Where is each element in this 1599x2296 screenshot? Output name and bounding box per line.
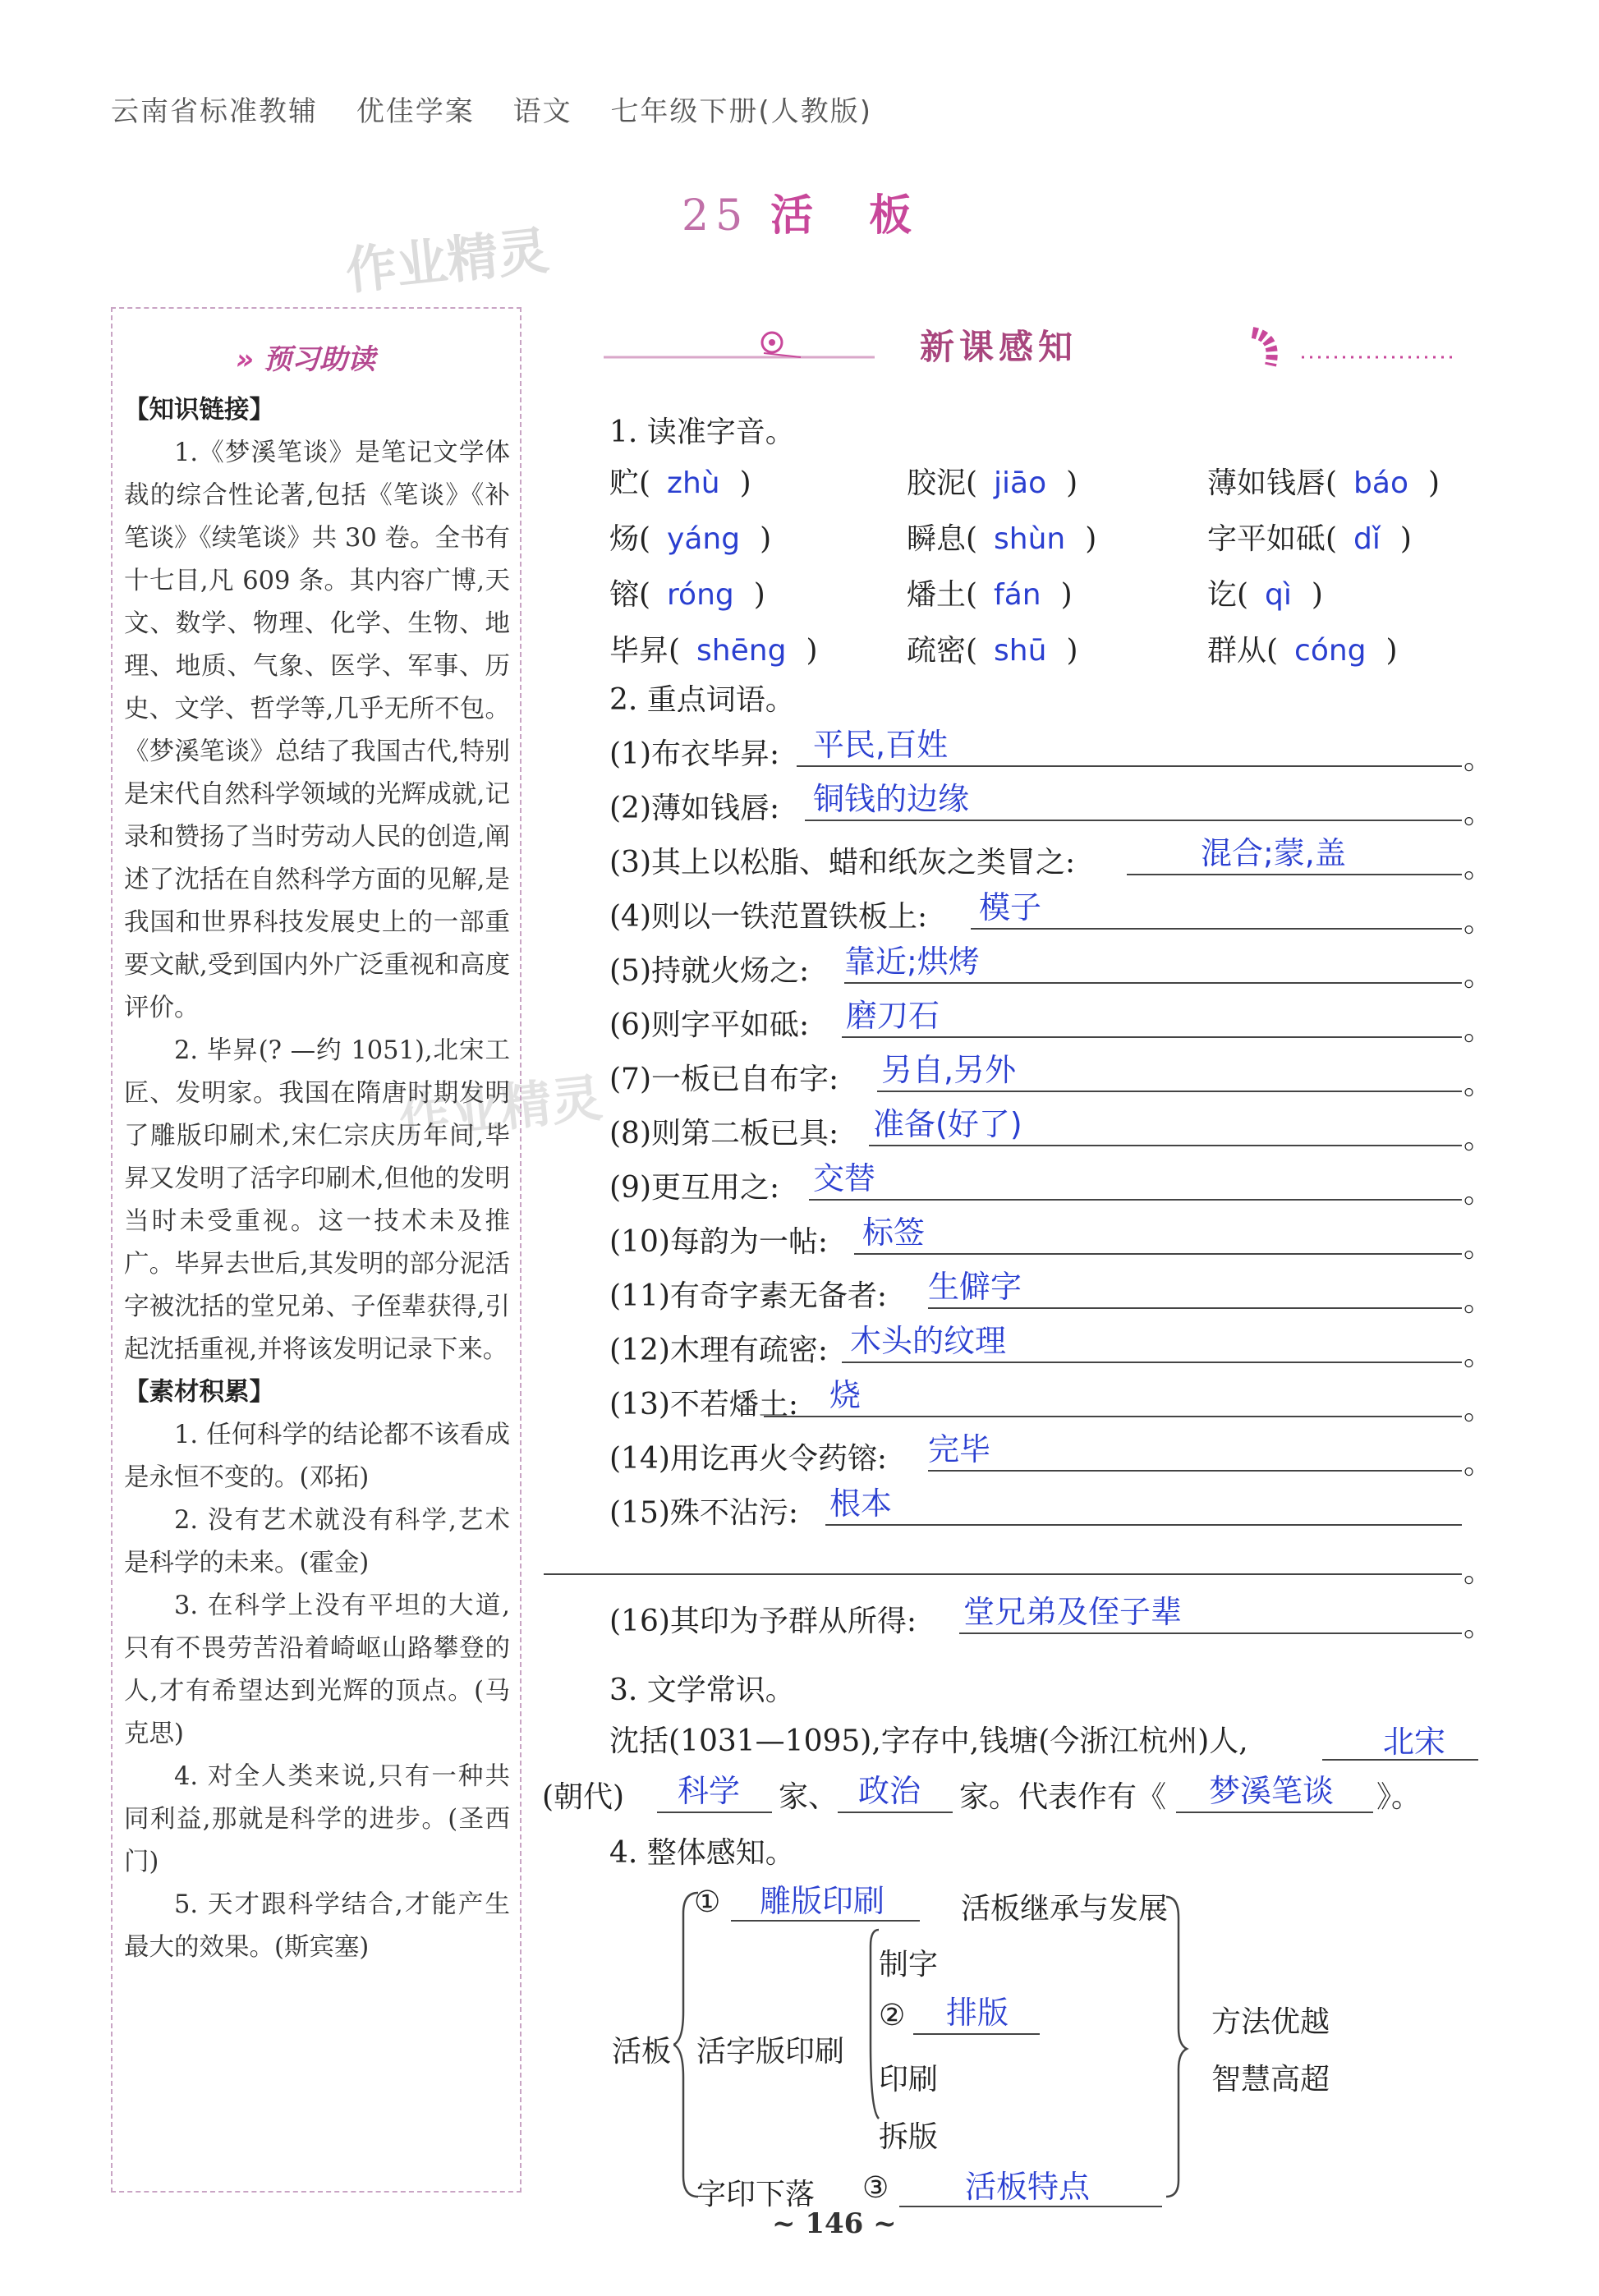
close-paren: ) — [753, 578, 765, 612]
pronunciation-grid — [609, 460, 1488, 690]
q1-label: 1. 读准字音。 — [609, 416, 795, 449]
answer-blank — [1322, 1716, 1478, 1761]
mindmap-sub-4: 拆版 — [879, 2120, 939, 2154]
close-paren: ) — [1085, 522, 1097, 556]
q3-jia2: 家。代表作有《 — [959, 1780, 1167, 1814]
mindmap-num-1: ① — [694, 1885, 721, 1919]
pronunciation-item — [1207, 572, 1323, 613]
mindmap-sub-1: 制字 — [879, 1948, 939, 1981]
vocab-question: (3)其上以松脂、蜡和纸灰之类冒之: — [609, 846, 1076, 879]
knowledge-paragraph: 2. 毕昇(? —约 1051),北宋工匠、发明家。我国在隋唐时期发明了雕版印刷术,宋仁宗庆历年间,毕昇又发明了活字印刷术,但他的发明当时未受重视。这一技术未及推广。毕昇去世后,其发明的部分泥活字被沈括的堂兄弟、子侄辈获得,引起沈括重视,并将该发明记录下来。 — [124, 1036, 510, 1364]
pronunciation-answer: shùn — [994, 522, 1066, 556]
answer-blank — [877, 1049, 1462, 1092]
knowledge-label: 【知识链接】 — [124, 396, 274, 425]
material-label: 【素材积累】 — [124, 1378, 274, 1407]
answer-field2: 政治 — [858, 1773, 921, 1809]
vocab-answer: 准备(好了) — [873, 1106, 1022, 1142]
vocab-answer: 另自,另外 — [881, 1052, 1017, 1088]
period: 。 — [1463, 1393, 1494, 1426]
vocab-answer: 标签 — [862, 1215, 926, 1251]
pronunciation-item — [609, 572, 765, 613]
vocab-answer: 铜钱的边缘 — [813, 781, 970, 817]
mindmap-root: 活板 — [612, 2035, 672, 2069]
pronunciation-item — [609, 516, 771, 558]
close-paren: ) — [760, 522, 772, 556]
swirl-icon — [1252, 333, 1272, 365]
pronunciation-answer: qì — [1265, 578, 1292, 612]
pronunciation-answer: róng — [667, 578, 734, 612]
answer-dynasty: 北宋 — [1383, 1724, 1446, 1760]
vocab-answer: 生僻字 — [928, 1269, 1022, 1305]
vocab-answer: 根本 — [829, 1486, 893, 1522]
answer-blank — [805, 778, 1462, 821]
vocab-answer: 木头的纹理 — [850, 1323, 1007, 1359]
sidebar-heading: » 预习助读 — [236, 343, 375, 376]
answer-blank-continuation — [544, 1541, 1462, 1575]
pronunciation-answer: shēng — [696, 634, 787, 668]
close-paren: ) — [1066, 634, 1078, 668]
period: 。 — [1463, 1447, 1494, 1481]
material-item: 1. 任何科学的结论都不该看成是永恒不变的。(邓拓) — [124, 1421, 510, 1492]
mindmap-branch-2: 活字版印刷 — [696, 2035, 845, 2069]
answer-blank — [899, 2163, 1162, 2207]
header-item: 七年级下册(人教版) — [610, 95, 872, 128]
answer-blank — [1176, 1766, 1373, 1813]
answer-blank — [825, 1483, 1462, 1526]
period: 。 — [1463, 1230, 1494, 1264]
q3-jia1: 家、 — [779, 1780, 839, 1814]
vocab-answer: 靠近;烘烤 — [844, 944, 980, 980]
answer-blank — [797, 724, 1462, 767]
pronunciation-item — [907, 460, 1077, 502]
vocab-question: (15)殊不沾污: — [609, 1496, 799, 1530]
close-paren: ) — [1427, 466, 1440, 500]
pronunciation-word: 胶泥( — [907, 466, 978, 500]
pronunciation-word: 毕昇( — [609, 634, 681, 668]
vocab-answer: 交替 — [813, 1160, 876, 1196]
close-paren: ) — [739, 466, 751, 500]
pronunciation-word: 讫( — [1207, 578, 1249, 612]
pronunciation-answer: yáng — [667, 522, 741, 556]
pronunciation-answer: báo — [1353, 466, 1408, 500]
answer-blank — [959, 1591, 1462, 1634]
vocab-question: (10)每韵为一帖: — [609, 1225, 829, 1259]
watermark: 作业精灵 — [396, 1068, 605, 1149]
pronunciation-answer: zhù — [667, 466, 720, 500]
pronunciation-answer: jiāo — [994, 466, 1047, 500]
preview-sidebar — [111, 307, 522, 2193]
mindmap-branch-3: 字印下落 — [696, 2178, 816, 2211]
pronunciation-word: 炀( — [609, 522, 651, 556]
mindmap-branch-1: 活板继承与发展 — [961, 1892, 1169, 1926]
vocab-question: (12)木理有疏密: — [609, 1334, 829, 1367]
close-paren: ) — [1066, 466, 1078, 500]
answer-blank — [731, 1877, 920, 1922]
pronunciation-item — [609, 460, 751, 502]
answer-blank — [842, 995, 1462, 1038]
pronunciation-answer: shū — [994, 634, 1047, 668]
vocab-question: (9)更互用之: — [609, 1171, 780, 1205]
answer-blank — [764, 1375, 1462, 1417]
pronunciation-item — [907, 627, 1077, 669]
pronunciation-item — [1207, 627, 1398, 669]
answer-blank — [657, 1766, 772, 1813]
answer-blank — [928, 1266, 1462, 1309]
pronunciation-word: 薄如钱唇( — [1207, 466, 1338, 500]
answer-mindmap-1: 雕版印刷 — [760, 1883, 885, 1919]
period: 。 — [1463, 1284, 1494, 1318]
period: 。 — [1463, 1068, 1494, 1101]
lesson-name: 活 板 — [770, 191, 919, 241]
answer-blank — [869, 1104, 1462, 1146]
material-item: 2. 没有艺术就没有科学,艺术是科学的未来。(霍金) — [124, 1506, 510, 1577]
vocab-answer: 完毕 — [928, 1431, 991, 1467]
answer-blank — [854, 1212, 1462, 1255]
material-item: 4. 对全人类来说,只有一种共同利益,那就是科学的进步。(圣西门) — [124, 1762, 510, 1876]
header-item: 云南省标准教辅 — [111, 95, 318, 128]
answer-blank — [928, 1429, 1462, 1472]
header-item: 语文 — [512, 95, 572, 128]
period: 。 — [1463, 1176, 1494, 1210]
pronunciation-answer: dǐ — [1353, 522, 1381, 556]
vocab-answer: 烧 — [829, 1377, 862, 1413]
pronunciation-answer: fán — [994, 578, 1041, 612]
close-paren: ) — [806, 634, 818, 668]
vocab-answer: 堂兄弟及侄子辈 — [963, 1594, 1183, 1630]
q3-chao: (朝代) — [542, 1780, 625, 1814]
vocab-question: (6)则字平如砥: — [609, 1008, 810, 1042]
q2-label: 2. 重点词语。 — [609, 683, 795, 717]
vocab-question: (5)持就火炀之: — [609, 954, 810, 988]
mindmap-result-1: 方法优越 — [1211, 2005, 1330, 2039]
q4-label: 4. 整体感知。 — [609, 1836, 795, 1870]
answer-blank — [971, 887, 1462, 930]
answer-blank — [809, 1158, 1462, 1201]
vocab-answer: 磨刀石 — [846, 998, 940, 1034]
vocab-question: (1)布衣毕昇: — [609, 737, 780, 771]
close-paren: ) — [1385, 634, 1398, 668]
period: 。 — [1463, 1555, 1494, 1589]
answer-mindmap-3: 活板特点 — [965, 2169, 1091, 2205]
period: 。 — [1463, 959, 1494, 993]
period: 。 — [1463, 797, 1494, 830]
vocab-question: (11)有奇字素无备者: — [609, 1279, 888, 1313]
answer-blank — [844, 941, 1462, 984]
close-paren: ) — [1399, 522, 1412, 556]
close-paren: ) — [1060, 578, 1073, 612]
pronunciation-item — [907, 516, 1096, 558]
vocab-answer: 平民,百姓 — [813, 727, 949, 763]
pronunciation-word: 群从( — [1207, 634, 1279, 668]
mindmap-result-2: 智慧高超 — [1211, 2063, 1330, 2096]
pronunciation-word: 燔土( — [907, 578, 978, 612]
pronunciation-item — [1207, 460, 1440, 502]
answer-work: 梦溪笔谈 — [1209, 1773, 1335, 1809]
vocab-question: (16)其印为予群从所得: — [609, 1605, 917, 1638]
page-header — [111, 89, 900, 129]
period: 。 — [1463, 1122, 1494, 1155]
pronunciation-word: 瞬息( — [907, 522, 978, 556]
pronunciation-item — [609, 627, 817, 669]
material-item: 3. 在科学上没有平坦的大道,只有不畏劳苦沿着崎岖山路攀登的人,才有希望达到光辉的顶点。(马克思) — [124, 1591, 510, 1748]
page-number: ~ 146 ~ — [772, 2207, 897, 2240]
double-chevron-icon: » — [236, 343, 255, 376]
lesson-number: 25 — [682, 191, 750, 241]
vocab-question: (14)用讫再火令药镕: — [609, 1442, 888, 1476]
lesson-title — [682, 181, 918, 242]
vocab-question: (8)则第二板已具: — [609, 1117, 839, 1150]
period: 。 — [1463, 1013, 1494, 1047]
period: 。 — [1463, 1609, 1494, 1643]
vocab-answer: 模子 — [979, 889, 1042, 925]
period: 。 — [1463, 1339, 1494, 1372]
pronunciation-word: 镕( — [609, 578, 651, 612]
period: 。 — [1463, 905, 1494, 939]
mindmap-sub-3: 印刷 — [879, 2063, 939, 2096]
close-paren: ) — [1311, 578, 1323, 612]
vocab-answer: 混合;蒙,盖 — [1201, 835, 1346, 871]
pronunciation-answer: cóng — [1294, 634, 1367, 668]
answer-field1: 科学 — [678, 1773, 741, 1809]
watermark: 作业精灵 — [342, 220, 552, 301]
pronunciation-item — [1207, 516, 1412, 558]
answer-blank — [842, 1320, 1462, 1363]
pronunciation-word: 贮( — [609, 466, 651, 500]
q3-end: 》。 — [1376, 1780, 1422, 1814]
vocab-question: (2)薄如钱唇: — [609, 792, 780, 825]
mindmap-num-3: ③ — [862, 2171, 889, 2205]
vocab-question: (13)不若燔土: — [609, 1388, 799, 1421]
q3-line1: 沈括(1031—1095),字存中,钱塘(今浙江杭州)人, — [609, 1724, 1248, 1758]
pronunciation-word: 字平如砥( — [1207, 522, 1338, 556]
pronunciation-word: 疏密( — [907, 634, 978, 668]
answer-blank — [838, 1766, 953, 1813]
header-item: 优佳学案 — [356, 95, 475, 128]
answer-blank — [913, 1989, 1040, 2035]
pronunciation-item — [907, 572, 1073, 613]
mindmap-num-2: ② — [879, 1999, 906, 2032]
vocab-question: (7)一板已自布字: — [609, 1063, 839, 1096]
knowledge-paragraph: 1.《梦溪笔谈》是笔记文学体裁的综合性论著,包括《笔谈》《补笔谈》《续笔谈》共 30 卷。全书有十七目,凡 609 条。其内容广博,天文、数学、物理、化学、生物、地理、地质、气象、医学、军事、历史、文学、哲学等,几乎无所不包。《梦溪笔谈》总结了我国古代,特别是宋代自然科学领域的光辉成就,记录和赞扬了当时劳动人民的创造,阐述了沈括在自然科学方面的见解,是我国和世界科技发展史上的一部重要文献,受到国内外广泛重视和高度评价。 — [124, 439, 510, 1022]
section-title: 新课感知 — [920, 327, 1078, 367]
answer-mindmap-2: 排版 — [946, 1995, 1009, 2031]
q3-label: 3. 文学常识。 — [609, 1674, 795, 1707]
sidebar-text — [124, 389, 510, 1969]
material-item: 5. 天才跟科学结合,才能产生最大的效果。(斯宾塞) — [124, 1890, 510, 1962]
vocab-question: (4)则以一铁范置铁板上: — [609, 900, 928, 934]
period: 。 — [1463, 742, 1494, 776]
period: 。 — [1463, 851, 1494, 884]
answer-blank — [1127, 833, 1462, 875]
